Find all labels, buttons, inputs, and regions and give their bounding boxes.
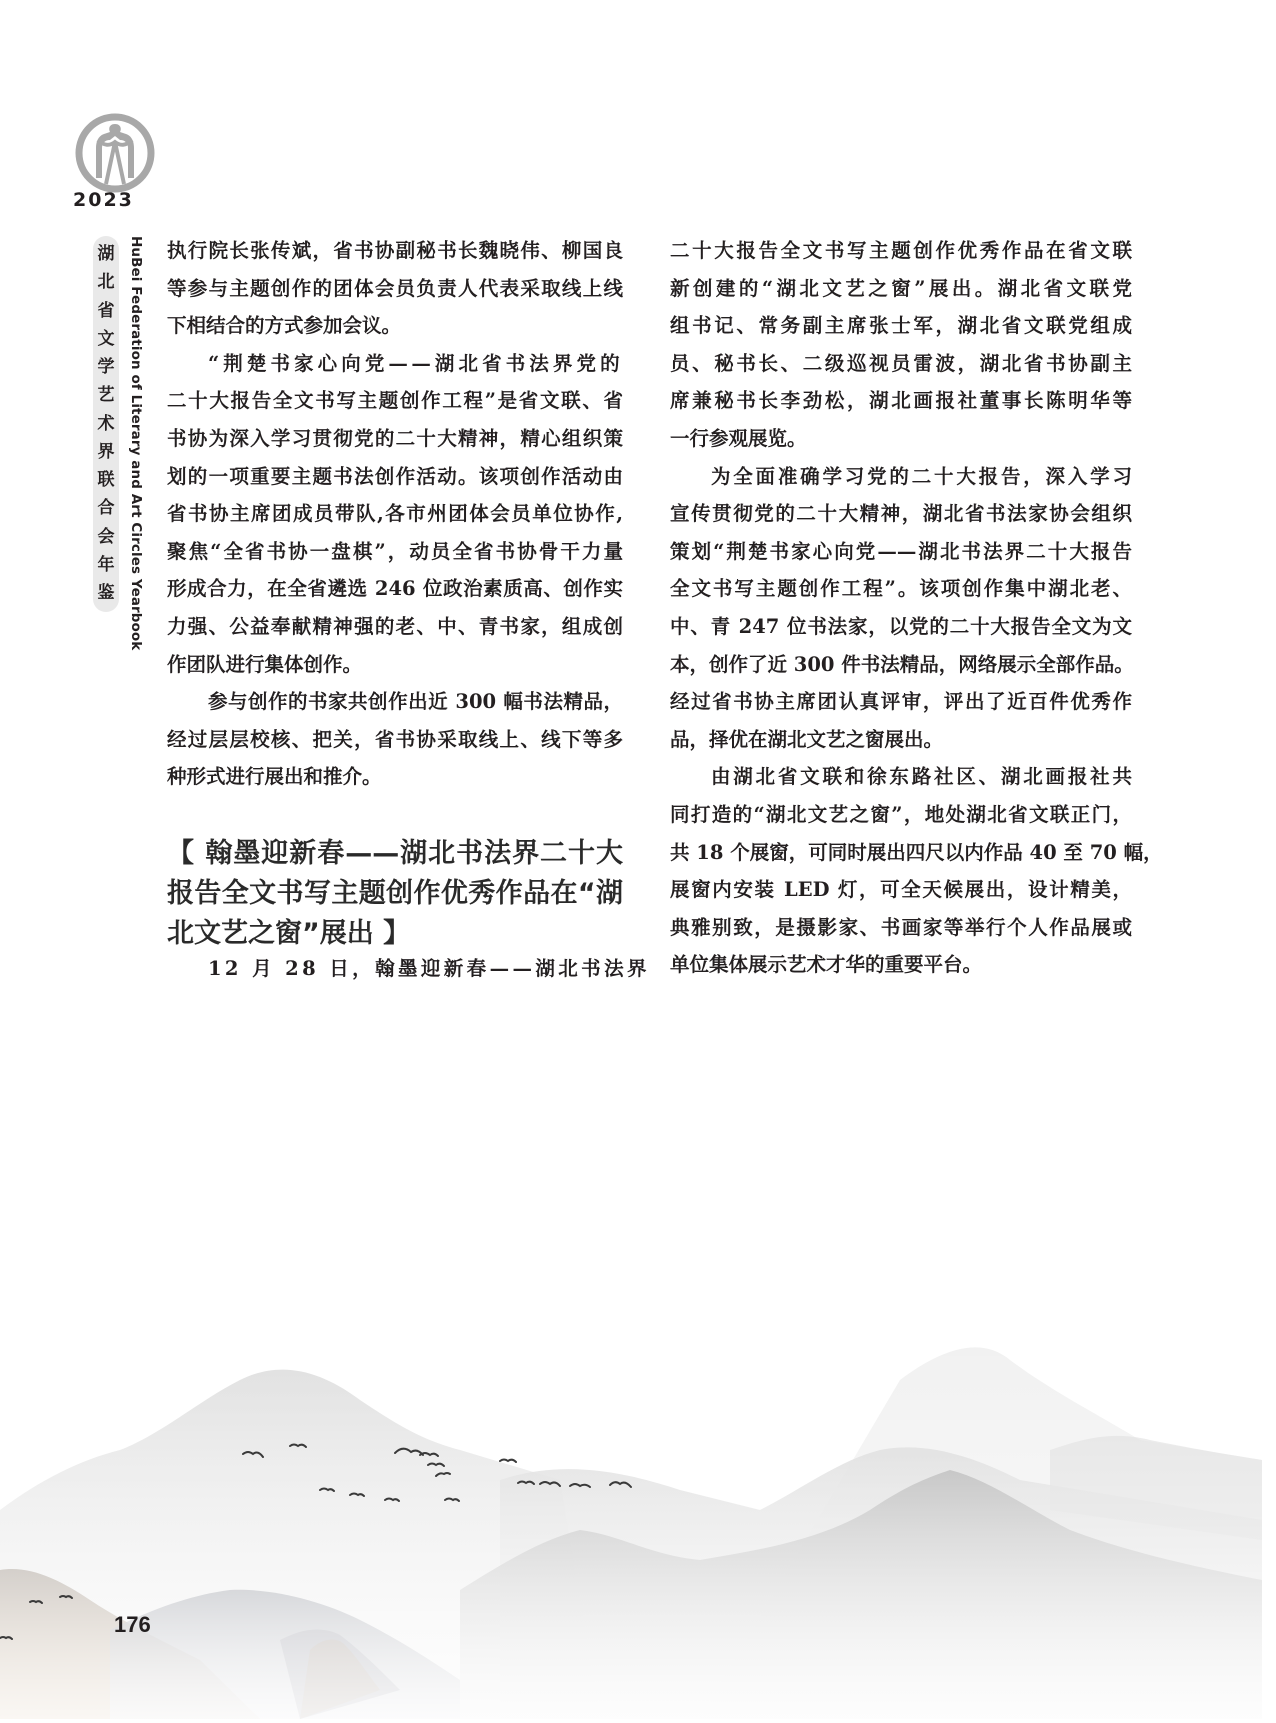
text-line: 品，择优在湖北文艺之窗展出。 bbox=[670, 727, 944, 751]
page-edge-margin bbox=[1262, 0, 1276, 1719]
text-line: 新创建的“湖北文艺之窗”展出。湖北省文联党 bbox=[670, 276, 1132, 300]
text-line: 划的一项重要主题书法创作活动。该项创作活动由 bbox=[167, 464, 623, 488]
side-title-char: 湖 bbox=[97, 244, 115, 264]
text-line: 同打造的“湖北文艺之窗”，地处湖北省文联正门， bbox=[670, 802, 1132, 826]
text-line: 典雅别致，是摄影家、书画家等举行个人作品展或 bbox=[670, 915, 1132, 939]
text-line: 二十大报告全文书写主题创作工程”是省文联、省 bbox=[167, 389, 623, 413]
section-heading bbox=[167, 834, 623, 954]
text-line: 席兼秘书长李劲松，湖北画报社董事长陈明华等 bbox=[670, 389, 1132, 413]
text-line: 本，创作了近 300 件书法精品，网络展示全部作品。 bbox=[670, 652, 1134, 676]
paragraph bbox=[670, 458, 1132, 759]
text-line: 聚焦“全省书协一盘棋”，动员全省书协骨干力量 bbox=[167, 539, 623, 563]
text-line: “荆楚书家心向党——湖北省书法界党的 bbox=[207, 351, 623, 375]
text-line: 作团队进行集体创作。 bbox=[167, 652, 363, 676]
text-line: 组书记、常务副主席张士军，湖北省文联党组成 bbox=[670, 314, 1132, 338]
heading-line: 【 翰墨迎新春——湖北书法界二十大 bbox=[167, 837, 623, 869]
text-line: 单位集体展示艺术才华的重要平台。 bbox=[670, 953, 983, 977]
text-line: 由湖北省文联和徐东路社区、湖北画报社共 bbox=[710, 765, 1132, 789]
right-column bbox=[670, 232, 1163, 984]
paragraph bbox=[670, 232, 1132, 458]
page-number: 176 bbox=[114, 1612, 151, 1637]
text-line: 宣传贯彻党的二十大精神，湖北省书法家协会组织 bbox=[670, 502, 1132, 526]
side-title-chinese bbox=[93, 236, 119, 612]
yearbook-year: 2023 bbox=[73, 189, 134, 211]
ink-wash-mountains-illustration bbox=[0, 1340, 1262, 1719]
paragraph bbox=[167, 345, 623, 683]
text-line: 等参与主题创作的团体会员负责人代表采取线上线 bbox=[167, 276, 623, 300]
side-title-char: 学 bbox=[97, 357, 115, 377]
hubei-federation-emblem-icon bbox=[74, 112, 156, 194]
side-title-char: 界 bbox=[97, 441, 115, 462]
text-line: 执行院长张传斌，省书协副秘书长魏晓伟、柳国良 bbox=[167, 239, 623, 262]
text-line: 形成合力，在全省遴选 246 位政治素质高、创作实 bbox=[167, 577, 623, 601]
side-title-char: 合 bbox=[97, 498, 115, 519]
side-title-char: 年 bbox=[97, 554, 115, 575]
text-line: 一行参观展览。 bbox=[670, 426, 807, 450]
side-title-char: 北 bbox=[97, 272, 115, 293]
heading-line: 报告全文书写主题创作优秀作品在“湖 bbox=[167, 877, 623, 909]
text-line: 力强、公益奉献精神强的老、中、青书家，组成创 bbox=[167, 614, 623, 638]
text-line: 12 月 28 日，翰墨迎新春——湖北书法界 bbox=[207, 956, 650, 980]
text-line: 经过层层校核、把关，省书协采取线上、线下等多 bbox=[167, 727, 623, 751]
text-line: 参与创作的书家共创作出近 300 幅书法精品， bbox=[207, 690, 623, 714]
text-line: 经过省书协主席团认真评审，评出了近百件优秀作 bbox=[670, 690, 1132, 714]
text-line: 下相结合的方式参加会议。 bbox=[167, 314, 402, 338]
side-title-char: 会 bbox=[97, 526, 115, 547]
side-title-char: 鉴 bbox=[97, 583, 115, 603]
side-title-english: HuBei Federation of Literary and Art Circles Yearbook bbox=[128, 236, 144, 651]
text-line: 书协为深入学习贯彻党的二十大精神，精心组织策 bbox=[167, 426, 623, 450]
side-title-char: 联 bbox=[97, 470, 115, 490]
paragraph bbox=[167, 232, 623, 345]
text-line: 策划“荆楚书家心向党——湖北书法界二十大报告 bbox=[670, 539, 1132, 563]
text-line: 省书协主席团成员带队,各市州团体会员单位协作, bbox=[167, 502, 623, 526]
paragraph bbox=[167, 954, 650, 984]
text-line: 二十大报告全文书写主题创作优秀作品在省文联 bbox=[670, 239, 1132, 262]
side-title-char: 术 bbox=[97, 413, 115, 434]
text-line: 员、秘书长、二级巡视员雷波，湖北省书协副主 bbox=[670, 351, 1132, 375]
side-title-char: 省 bbox=[97, 300, 115, 321]
paragraph bbox=[167, 683, 623, 796]
text-line: 共 18 个展窗，可同时展出四尺以内作品 40 至 70 幅， bbox=[670, 840, 1163, 864]
paragraph bbox=[670, 758, 1163, 984]
side-title-char: 艺 bbox=[97, 385, 115, 406]
text-line: 为全面准确学习党的二十大报告，深入学习 bbox=[710, 464, 1132, 488]
left-column bbox=[167, 232, 650, 984]
text-line: 全文书写主题创作工程”。该项创作集中湖北老、 bbox=[670, 577, 1132, 601]
text-line: 种形式进行展出和推介。 bbox=[167, 765, 382, 789]
heading-line: 北文艺之窗”展出 】 bbox=[167, 917, 411, 949]
text-line: 中、青 247 位书法家，以党的二十大报告全文为文 bbox=[670, 614, 1132, 638]
text-line: 展窗内安装 LED 灯，可全天候展出，设计精美， bbox=[670, 878, 1132, 902]
side-title-char: 文 bbox=[97, 328, 115, 349]
